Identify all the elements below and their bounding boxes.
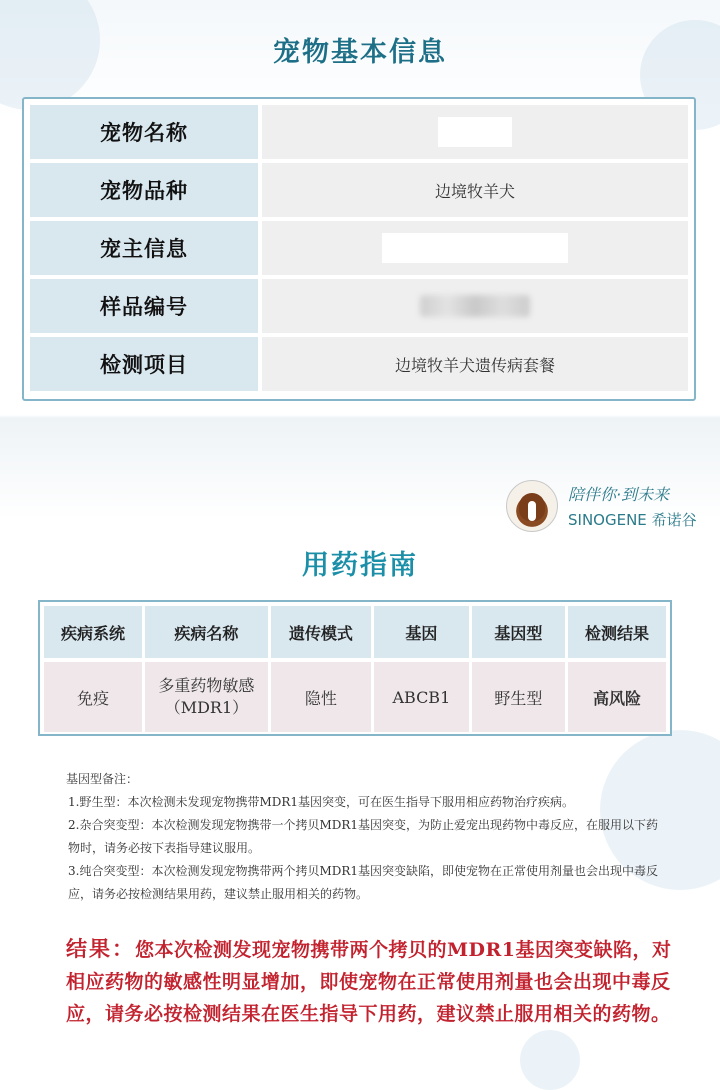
note-item: 3.纯合突变型：本次检测发现宠物携带两个拷贝MDR1基因突变缺陷，即使宠物在正常使用剂量也会出现中毒反应，请务必按检测结果用药，建议禁止服用相关的药物。 [68, 864, 659, 901]
info-value-sample-id [262, 279, 688, 333]
note-item: 2.杂合突变型：本次检测发现宠物携带一个拷贝MDR1基因突变，为防止爱宠出现药物中毒反应，在服用以下药物时，请务必按下表指导建议服用。 [68, 818, 659, 855]
info-value-pet-name [262, 105, 688, 159]
decor-bubble [520, 1030, 580, 1090]
info-label: 样品编号 [30, 279, 258, 333]
info-row-sample-id [30, 279, 688, 333]
medication-guide-table [38, 600, 672, 736]
header-cell: 基因 [374, 606, 469, 658]
header-cell: 检测结果 [568, 606, 666, 658]
redacted-block [438, 117, 512, 147]
cell-system: 免疫 [44, 662, 142, 732]
note-item: 1.野生型：本次检测未发现宠物携带MDR1基因突变，可在医生指导下服用相应药物治疗疾病。 [68, 795, 575, 809]
brand-name: SINOGENE 希诺谷 [568, 511, 697, 529]
info-label: 宠主信息 [30, 221, 258, 275]
header-cell: 疾病系统 [44, 606, 142, 658]
cell-mode: 隐性 [271, 662, 371, 732]
info-label: 检测项目 [30, 337, 258, 391]
info-label: 宠物名称 [30, 105, 258, 159]
info-row-test-item [30, 337, 688, 391]
notes-heading: 基因型备注： [66, 772, 139, 786]
result-label: 结果： [66, 936, 135, 961]
basic-info-table [22, 97, 696, 401]
info-row-pet-name [30, 105, 688, 159]
info-value-test-item: 边境牧羊犬遗传病套餐 [262, 337, 688, 391]
info-row-breed [30, 163, 688, 217]
brand-logo [506, 478, 702, 534]
cell-genotype: 野生型 [472, 662, 565, 732]
result-text: 您本次检测发现宠物携带两个拷贝的MDR1基因突变缺陷，对相应药物的敏感性明显增加，即使宠物在正常使用剂量也会出现中毒反应，请务必按检测结果在医生指导下用药，建议禁止服用相关的药物。 [66, 939, 672, 1025]
info-value-breed: 边境牧羊犬 [262, 163, 688, 217]
basic-info-title: 宠物基本信息 [273, 37, 447, 68]
cell-result-high-risk: 高风险 [568, 662, 666, 732]
cell-disease: 多重药物敏感 （MDR1） [145, 662, 268, 732]
redacted-block [382, 233, 568, 263]
table-row [44, 662, 666, 732]
brand-slogan: 陪伴你·到未来 [568, 485, 670, 504]
genotype-notes [66, 768, 666, 906]
info-value-owner [262, 221, 688, 275]
result-paragraph [66, 933, 678, 1030]
info-label: 宠物品种 [30, 163, 258, 217]
header-cell: 疾病名称 [145, 606, 268, 658]
medication-guide-title: 用药指南 [302, 550, 418, 581]
header-cell: 基因型 [472, 606, 565, 658]
cell-gene: ABCB1 [374, 662, 469, 732]
blurred-sample-id [420, 295, 530, 317]
table-header-row [44, 606, 666, 658]
header-cell: 遗传模式 [271, 606, 371, 658]
info-row-owner [30, 221, 688, 275]
dog-logo-icon [506, 480, 558, 532]
